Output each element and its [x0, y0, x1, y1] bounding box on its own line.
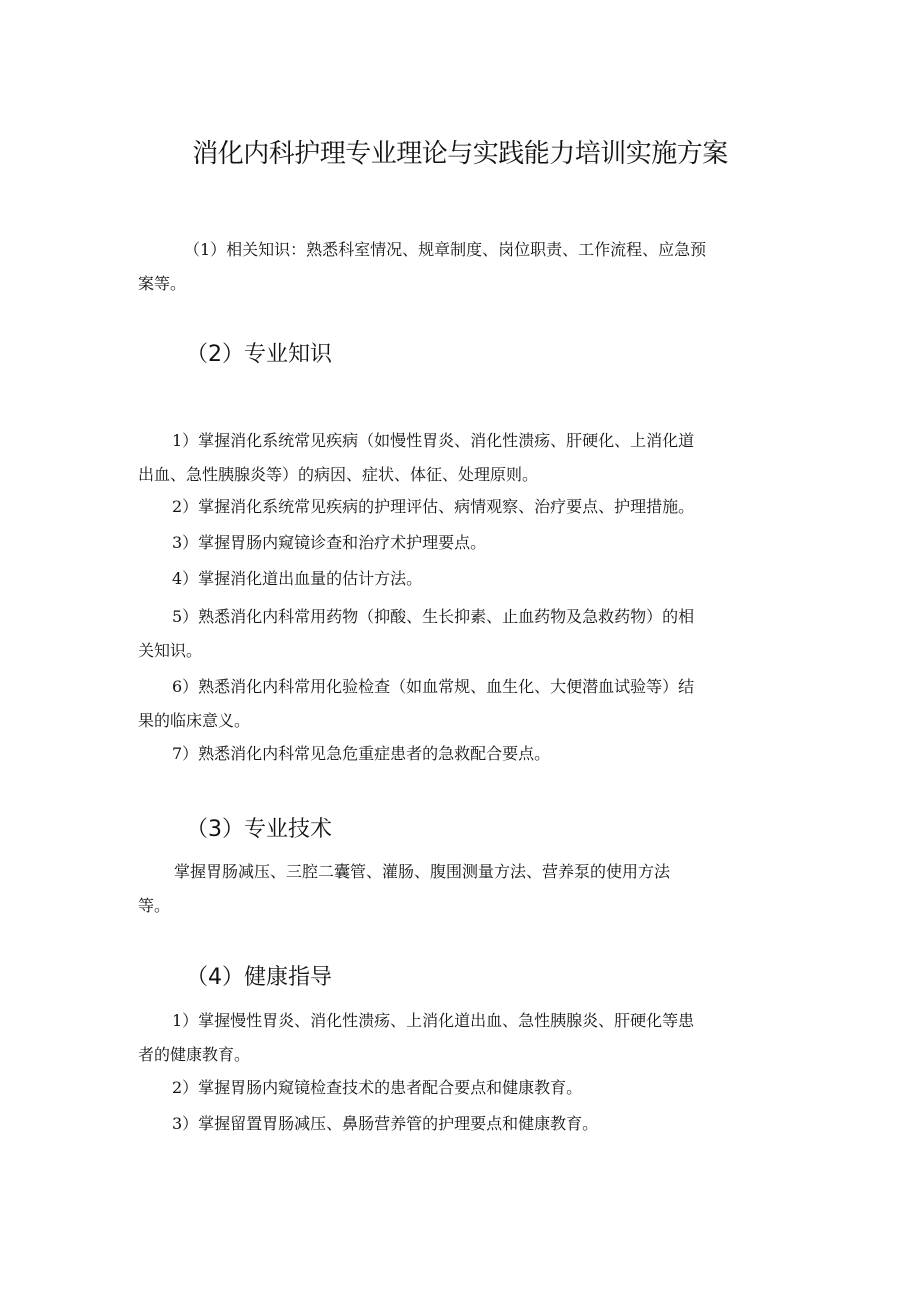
document-title: 消化内科护理专业理论与实践能力培训实施方案 [192, 139, 728, 169]
section2-item-4-line1: 4）掌握消化道出血量的估计方法。 [172, 569, 423, 588]
section4-item-1-line2: 者的健康教育。 [138, 1045, 251, 1064]
section2-item-1-line2: 出血、急性胰腺炎等）的病因、症状、体征、处理原则。 [138, 465, 539, 484]
section4-heading: （4）健康指导 [186, 965, 332, 990]
section2-item-6 [138, 670, 694, 738]
section2-item-7-line1: 7）熟悉消化内科常见急危重症患者的急救配合要点。 [172, 744, 551, 763]
section3-heading: （3）专业技术 [186, 817, 332, 842]
section1-paragraph [138, 233, 706, 301]
section4-item-2-line1: 2）掌握胃肠内窥镜检查技术的患者配合要点和健康教育。 [172, 1078, 583, 1097]
section2-heading: （2）专业知识 [186, 342, 332, 367]
section2-item-3 [138, 526, 486, 560]
section1-line1: （1）相关知识：熟悉科室情况、规章制度、岗位职责、工作流程、应急预 [184, 240, 707, 259]
section4-item-1 [138, 1004, 694, 1072]
section4-item-3-line1: 3）掌握留置胃肠减压、鼻肠营养管的护理要点和健康教育。 [172, 1114, 599, 1133]
section2-item-6-line1: 6）熟悉消化内科常用化验检查（如血常规、血生化、大便潜血试验等）结 [172, 677, 695, 696]
section2-item-4 [138, 562, 422, 596]
section2-item-2-line1: 2）掌握消化系统常见疾病的护理评估、病情观察、治疗要点、护理措施。 [172, 497, 695, 516]
section2-item-2 [138, 490, 694, 524]
section2-item-1 [138, 424, 694, 492]
section4-item-1-line1: 1）掌握慢性胃炎、消化性溃疡、上消化道出血、急性胰腺炎、肝硬化等患 [172, 1011, 695, 1030]
section2-item-6-line2: 果的临床意义。 [138, 711, 251, 730]
section4-item-2 [138, 1071, 582, 1105]
section2-item-5-line2: 关知识。 [138, 641, 203, 660]
section2-item-5-line1: 5）熟悉消化内科常用药物（抑酸、生长抑素、止血药物及急救药物）的相 [172, 607, 695, 626]
section1-line2: 案等。 [138, 274, 187, 293]
section2-item-5 [138, 600, 694, 668]
section3-line1: 掌握胃肠减压、三腔二囊管、灌肠、腹围测量方法、营养泵的使用方法 [174, 862, 671, 881]
section4-item-3 [138, 1107, 598, 1141]
section3-paragraph [138, 855, 670, 923]
section2-item-1-line1: 1）掌握消化系统常见疾病（如慢性胃炎、消化性溃疡、肝硬化、上消化道 [172, 431, 695, 450]
section3-line2: 等。 [138, 896, 171, 915]
section2-item-3-line1: 3）掌握胃肠内窥镜诊查和治疗术护理要点。 [172, 533, 487, 552]
section2-item-7 [138, 737, 550, 771]
